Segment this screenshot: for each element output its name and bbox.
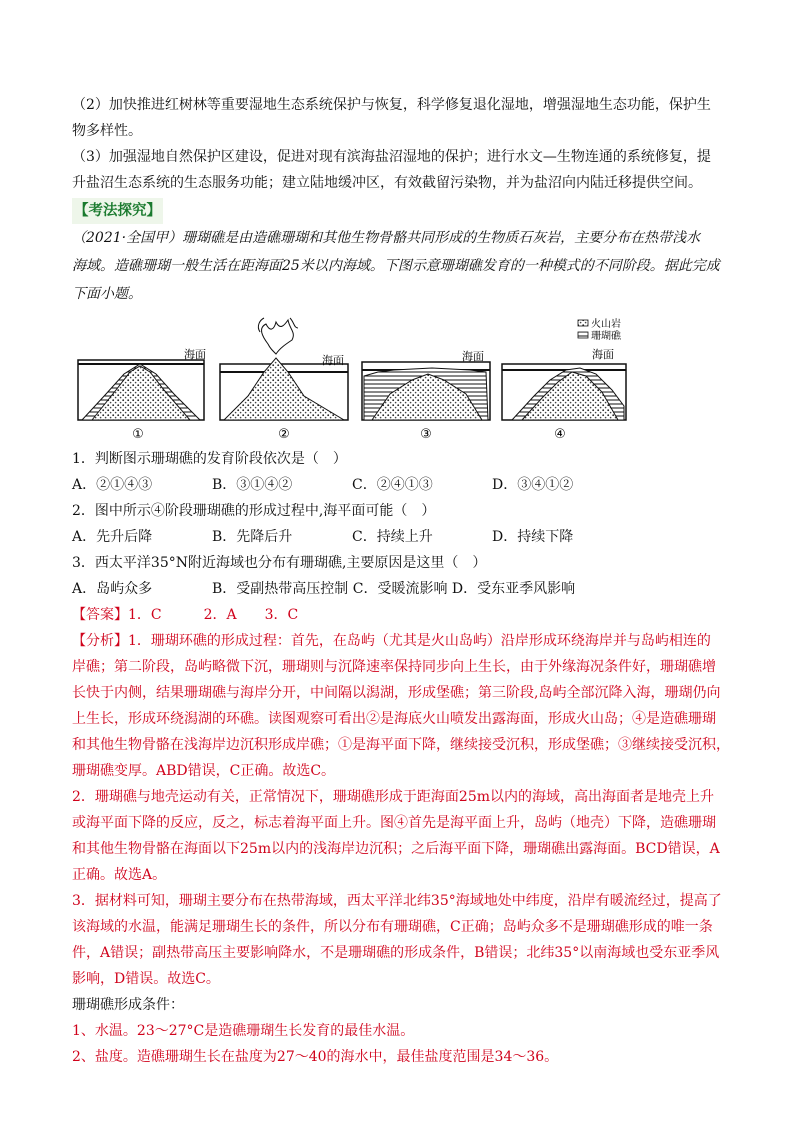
option-d[interactable]: D．持续下降	[492, 529, 574, 545]
legend-coral-label: 珊瑚礁	[591, 331, 621, 342]
section-heading-row	[72, 198, 732, 224]
option-a[interactable]: A．②①④③	[72, 477, 153, 493]
legend-volcanic-label: 火山岩	[591, 319, 621, 330]
analysis-line-8: 或海平面下降的反应，反之，标志着海平面上升。图④首先是海平面上升，岛屿（地壳）下降，造礁珊瑚	[72, 815, 716, 831]
legend-coral-swatch	[578, 332, 588, 338]
option-b[interactable]: B．先降后升	[212, 529, 293, 545]
analysis-line-4: 上生长，形成环绕潟湖的环礁。读图观察可看出②是海底火山喷发出露海面，形成火山岛；④是造礁珊瑚	[72, 711, 716, 727]
option-a[interactable]: A．岛屿众多	[72, 581, 153, 597]
option-bcd[interactable]: B．受副热带高压控制 C．受暖流影响 D．受东亚季风影响	[212, 581, 576, 597]
condition-1: 1、水温。23～27°C是造礁珊瑚生长发育的最佳水温。	[72, 1023, 415, 1039]
coral-reef-diagram	[72, 314, 732, 444]
panel-label-2: ②	[278, 427, 290, 442]
panel-label-4: ④	[554, 427, 566, 442]
legend-volcanic-swatch	[578, 320, 588, 326]
question-intro-line1: （2021·全国甲）珊瑚礁是由造礁珊瑚和其他生物骨骼共同形成的生物质石灰岩，主要分布在热带浅水	[72, 230, 701, 246]
analysis-line-7: 2．珊瑚礁与地壳运动有关，正常情况下，珊瑚礁形成于距海面25m以内的海域，高出海面者是地壳上升	[72, 789, 714, 805]
option-c[interactable]: C．持续上升	[352, 529, 433, 545]
question-1-stem: 1．判断图示珊瑚礁的发育阶段依次是（ ）	[72, 451, 347, 467]
analysis-line-2: 岸礁；第二阶段，岛屿略微下沉，珊瑚则与沉降速率保持同步向上生长，由于外缘海况条件好，珊瑚礁增	[72, 659, 716, 675]
analysis-line-1: 【分析】1．珊瑚环礁的形成过程：首先，在岛屿（尤其是火山岛屿）沿岸形成环绕海岸并与岛屿相连的	[72, 633, 711, 649]
coral-reef-figure	[72, 314, 732, 444]
question-intro-line2: 海域。造礁珊瑚一般生活在距海面25米以内海域。下图示意珊瑚礁发育的一种模式的不同阶段。据此完成	[72, 258, 720, 274]
analysis-line-10: 正确。故选A。	[72, 867, 167, 883]
sea-label-1: 海面	[184, 348, 206, 361]
paragraph-item-2: （2）加快推进红树林等重要湿地生态系统保护与恢复，科学修复退化湿地，增强湿地生态功能，保护生	[72, 97, 711, 113]
analysis-line-13: 件，A错误；副热带高压主要影响降水，不是珊瑚礁的形成条件，B错误；北纬35°以南海域也受东亚季风	[72, 945, 720, 961]
analysis-line-12: 该海域的水温，能满足珊瑚生长的条件，所以分布有珊瑚礁，C正确；岛屿众多不是珊瑚礁形成的唯一条	[72, 919, 713, 935]
question-3-options	[72, 576, 732, 602]
option-d[interactable]: D．③④①②	[492, 477, 574, 493]
condition-2: 2、盐度。造礁珊瑚生长在盐度为27～40的海水中，最佳盐度范围是34～36。	[72, 1049, 559, 1065]
sea-label-4: 海面	[592, 348, 614, 361]
sea-label-3: 海面	[462, 350, 484, 363]
question-2-stem: 2．图中所示④阶段珊瑚礁的形成过程中,海平面可能（ ）	[72, 503, 436, 519]
panel-label-3: ③	[420, 427, 432, 442]
panel-label-1: ①	[132, 427, 144, 442]
question-intro-line3: 下面小题。	[72, 286, 142, 302]
paragraph-item-3-cont: 升盐沼生态系统的生态服务功能；建立陆地缓冲区，有效截留污染物，并为盐沼向内陆迁移提供空间。	[72, 175, 702, 191]
question-2-options	[72, 524, 732, 550]
option-b[interactable]: B．③①④②	[212, 477, 293, 493]
diagram-panel-2	[220, 318, 348, 442]
sea-label-2: 海面	[322, 354, 344, 367]
analysis-line-11: 3．据材料可知，珊瑚主要分布在热带海域，西太平洋北纬35°海域地处中纬度，沿岸有暖流经过，提高了	[72, 893, 722, 909]
question-3-stem: 3．西太平洋35°N附近海域也分布有珊瑚礁,主要原因是这里（ ）	[72, 555, 487, 571]
question-1-options	[72, 472, 732, 498]
analysis-line-14: 影响，D错误。故选C。	[72, 971, 220, 987]
option-c[interactable]: C．②④①③	[352, 477, 433, 493]
analysis-line-6: 珊瑚礁变厚。ABD错误，C正确。故选C。	[72, 763, 336, 779]
diagram-panel-4	[502, 317, 626, 442]
diagram-panel-1	[78, 347, 206, 442]
paragraph-item-2-cont: 物多样性。	[72, 123, 142, 139]
conditions-title: 珊瑚礁形成条件：	[72, 997, 184, 1013]
analysis-line-9: 和其他生物骨骼在海面以下25m以内的浅海岸边沉积；之后海平面下降，珊瑚礁出露海面。BCD错误，A	[72, 841, 720, 857]
section-heading: 【考法探究】	[72, 198, 163, 224]
analysis-line-5: 和其他生物骨骼在浅海岸边沉积形成岸礁；①是海平面下降，继续接受沉积，形成堡礁；③继续接受沉积，	[72, 737, 730, 753]
answer-line: 【答案】1．C 2．A 3．C	[72, 607, 299, 623]
option-a[interactable]: A．先升后降	[72, 529, 153, 545]
analysis-line-3: 长快于内侧，结果珊瑚礁与海岸分开，中间隔以潟湖，形成堡礁；第三阶段,岛屿全部沉降入海，珊瑚仍向	[72, 685, 721, 701]
diagram-panel-3	[362, 349, 490, 442]
paragraph-item-3: （3）加强湿地自然保护区建设，促进对现有滨海盐沼湿地的保护；进行水文—生物连通的系统修复，提	[72, 149, 711, 165]
document-page	[72, 92, 732, 1070]
